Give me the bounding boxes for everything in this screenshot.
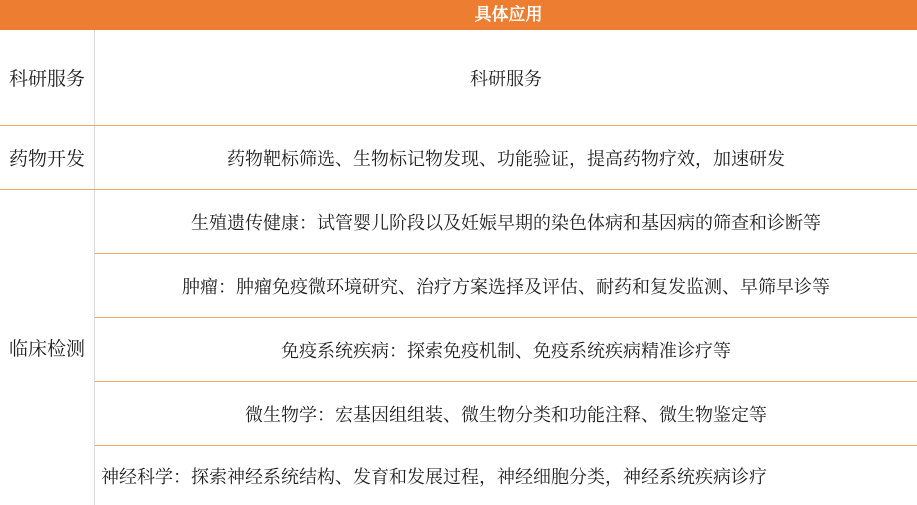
application-oncology: 肿瘤：肿瘤免疫微环境研究、治疗方案选择及评估、耐药和复发监测、早筛早诊等 [182, 276, 830, 298]
application-microbiology: 微生物学：宏基因组组装、微生物分类和功能注释、微生物鉴定等 [245, 404, 767, 426]
category-research-services: 科研服务 [8, 68, 85, 90]
category-clinical-testing: 临床检测 [8, 338, 85, 360]
category-drug-development: 药物开发 [8, 148, 85, 170]
application-immune-disease: 免疫系统疾病：探索免疫机制、免疫系统疾病精准诊疗等 [281, 340, 731, 362]
application-neuroscience: 神经科学：探索神经系统结构、发育和发展过程，神经细胞分类，神经系统疾病诊疗 [101, 466, 767, 488]
application-research-services: 科研服务 [470, 68, 542, 90]
header-title: 具体应用 [474, 5, 543, 25]
application-drug-development: 药物靶标筛选、生物标记物发现、功能验证，提高药物疗效，加速研发 [227, 148, 785, 170]
table-header [0, 0, 917, 30]
application-reproductive-genetics: 生殖遗传健康：试管婴儿阶段以及妊娠早期的染色体病和基因病的筛查和诊断等 [191, 212, 821, 234]
